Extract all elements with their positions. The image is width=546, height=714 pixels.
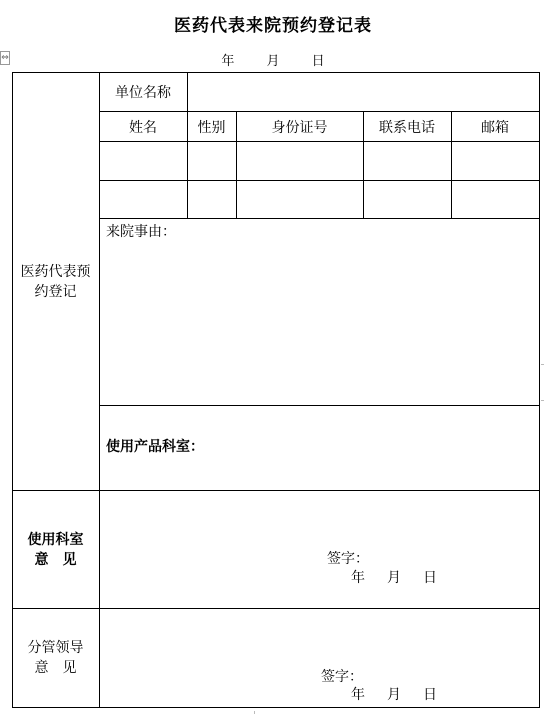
leader-opinion-label [12, 638, 99, 678]
editor-margin-mark [541, 364, 544, 365]
leader-signature-date [351, 684, 437, 704]
department-opinion-label-line1: 使用科室 [27, 532, 84, 548]
entry-email-field[interactable] [452, 181, 539, 218]
date-year-label: 年 [221, 54, 235, 69]
unit-name-field[interactable] [188, 73, 539, 111]
entry-id-field[interactable] [237, 142, 363, 180]
form-title: 医药代表来院预约登记表 [174, 16, 372, 36]
department-signature-month: 月 [387, 570, 401, 586]
leader-signature-label: 签字： [321, 669, 363, 685]
entry-name-field[interactable] [100, 142, 187, 180]
entry-email-field[interactable] [452, 142, 539, 180]
registration-section-label-line1: 医药代表预 [20, 264, 91, 280]
entry-name-field[interactable] [100, 181, 187, 218]
row-divider-unit [99, 111, 540, 112]
leader-opinion-label-line2: 意 见 [34, 660, 77, 676]
entry-id-field[interactable] [237, 181, 363, 218]
registration-section-label [12, 262, 99, 302]
department-opinion-label [12, 530, 99, 570]
entry-phone-field[interactable] [364, 142, 451, 180]
product-department-field[interactable] [210, 406, 539, 490]
column-header-name: 姓名 [129, 120, 157, 136]
entry-gender-field[interactable] [188, 181, 236, 218]
column-header-gender: 性别 [197, 120, 226, 136]
department-opinion-label-line2: 意 见 [34, 552, 77, 568]
visit-reason-label: 来院事由： [106, 224, 176, 240]
entry-gender-field[interactable] [188, 142, 236, 180]
editor-margin-mark [541, 400, 544, 401]
leader-opinion-label-line1: 分管领导 [27, 640, 84, 656]
table-bottom-border [12, 707, 540, 708]
leader-signature-day: 日 [423, 687, 437, 703]
department-signature-year: 年 [351, 570, 365, 586]
department-opinion-field[interactable] [100, 491, 539, 551]
registration-section-label-line2: 约登记 [34, 284, 77, 300]
table-left-border [12, 72, 13, 708]
department-signature-date [351, 567, 437, 587]
column-header-id-number: 身份证号 [271, 120, 328, 136]
department-signature-label: 签字： [327, 551, 369, 567]
product-department-label: 使用产品科室： [106, 439, 204, 455]
entry-phone-field[interactable] [364, 181, 451, 218]
department-signature-day: 日 [423, 570, 437, 586]
leader-signature-month: 月 [387, 687, 401, 703]
column-header-phone: 联系电话 [379, 120, 435, 136]
row-divider-entry2 [99, 218, 540, 219]
form-date-line [0, 50, 546, 69]
visit-reason-field[interactable] [100, 240, 539, 404]
column-header-email: 邮箱 [481, 120, 509, 136]
date-day-label: 日 [311, 54, 325, 69]
leader-opinion-field[interactable] [100, 609, 539, 664]
unit-name-label: 单位名称 [115, 85, 171, 101]
date-month-label: 月 [266, 54, 280, 69]
table-move-handle-icon[interactable]: ⇔ [1, 53, 9, 63]
leader-signature-year: 年 [351, 687, 365, 703]
table-right-border [539, 72, 540, 708]
